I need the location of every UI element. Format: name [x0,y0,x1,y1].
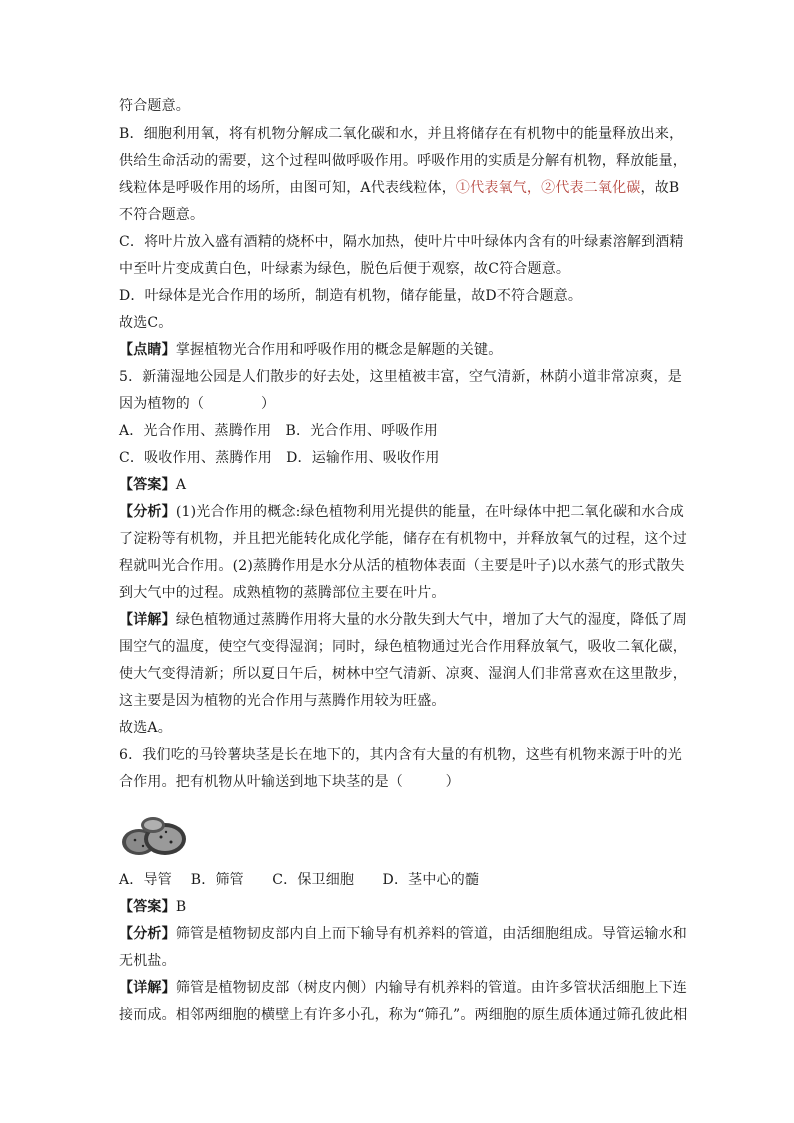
text-line: 中至叶片变成黄白色，叶绿素为绿色，脱色后便于观察，故C符合题意。 [119,261,571,277]
text-span: ，故B [640,180,680,196]
question-text: 合作用。把有机物从叶输送到地下块茎的是（ ） [119,774,460,790]
detail-line: 接而成。相邻两细胞的横壁上有许多小孔，称为“筛孔”。两细胞的原生质体通过筛孔彼此相 [119,1007,688,1023]
text-line: C．将叶片放入盛有酒精的烧杯中，隔水加热，使叶片中叶绿体内含有的叶绿素溶解到酒精 [119,234,684,250]
text-span: 筛管是植物韧皮部（树皮内侧）内输导有机养料的管道。由许多管状活细胞上下连 [175,980,688,996]
analysis-line: 了淀粉等有机物，并且把光能转化成化学能，储存在有机物中，并释放氧气的过程，这个过 [119,531,687,547]
question-text: 6．我们吃的马铃薯块茎是长在地下的，其内含有大量的有机物，这些有机物来源于叶的光 [119,747,682,763]
analysis-line: 到大气中的过程。成熟植物的蒸腾部位主要在叶片。 [119,585,446,601]
answer-value: A [175,477,187,493]
text-line: 故选C。 [119,315,173,331]
section-tag: 【详解】 [119,612,176,628]
potato-image [119,812,189,862]
text-line [119,340,679,360]
section-tag: 【答案】 [119,477,176,493]
question-options: C．吸收作用、蒸腾作用 D．运输作用、吸收作用 [119,450,440,466]
text-line: B．细胞利用氧，将有机物分解成二氧化碳和水，并且将储存在有机物中的能量释放出来， [119,126,684,142]
detail-line: 围空气的温度，使空气变得湿润；同时，绿色植物通过光合作用释放氧气，吸收二氧化碳， [119,639,687,655]
text-line: 供给生命活动的需要，这个过程叫做呼吸作用。呼吸作用的实质是分解有机物，释放能量， [119,153,687,169]
text-span: 筛管是植物韧皮部内自上而下输导有机养料的管道，由活细胞组成。导管运输水和 [175,926,688,942]
analysis-line [119,924,688,944]
answer-line [119,475,679,495]
section-tag: 【详解】 [119,980,176,996]
text-line: D．叶绿体是光合作用的场所，制造有机物，储存能量，故D不符合题意。 [119,288,583,304]
question-text: 5．新蒲湿地公园是人们散步的好去处，这里植被丰富，空气清新，林荫小道非常凉爽，是 [119,369,682,385]
highlighted-text: ①代表氧气，②代表二氧化碳 [455,180,641,196]
analysis-line [119,502,684,522]
question-options: A．导管 B．筛管 C．保卫细胞 D．茎中心的髓 [119,872,480,888]
question-options: A．光合作用、蒸腾作用 B．光合作用、呼吸作用 [119,423,438,439]
question-text: 因为植物的（ ） [119,396,276,412]
section-tag: 【答案】 [119,899,176,915]
text-line: 故选A。 [119,720,172,736]
section-tag: 【点睛】 [119,342,176,358]
section-tag: 【分析】 [119,926,176,942]
text-span: 绿色植物通过蒸腾作用将大量的水分散失到大气中，增加了大气的湿度，降低了周 [175,612,688,628]
answer-line [119,897,679,917]
detail-line: 这主要是因为植物的光合作用与蒸腾作用较为旺盛。 [119,693,446,709]
text-span: (1)光合作用的概念:绿色植物利用光提供的能量，在叶绿体中把二氧化碳和水合成 [175,504,684,520]
text-line: 不符合题意。 [119,207,205,223]
detail-line: 使大气变得清新；所以夏日午后，树林中空气清新、凉爽、湿润人们非常喜欢在这里散步， [119,666,687,682]
detail-line [119,610,688,630]
analysis-line: 无机盐。 [119,953,176,969]
text-line [119,178,679,198]
text-span: 线粒体是呼吸作用的场所，由图可知，A代表线粒体， [119,180,456,196]
text-line: 符合题意。 [119,98,190,114]
analysis-line: 程就叫光合作用。(2)蒸腾作用是水分从活的植物体表面（主要是叶子)以水蒸气的形式散失 [119,558,685,574]
section-tag: 【分析】 [119,504,176,520]
detail-line [119,978,688,998]
text-span: 掌握植物光合作用和呼吸作用的概念是解题的关键。 [175,342,503,358]
answer-value: B [175,899,187,915]
